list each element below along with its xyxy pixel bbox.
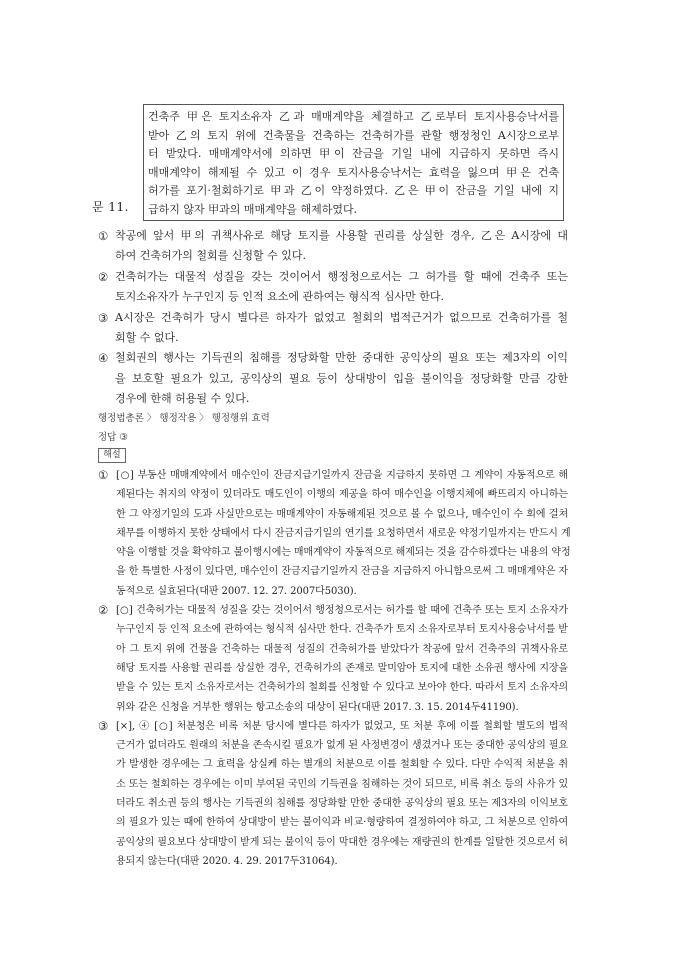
question-line: 터 받았다. 매매계약서에 의하면 甲이 잔금을 기일 내에 지급하지 못하면 즉시 <box>148 147 559 161</box>
explanation-line: 누구인지 등 인적 요소에 관하여는 형식적 심사만 한다. 건축주가 토지 소유자로부터 토지사용승낙서를 받 <box>116 624 568 636</box>
explanation-item-3 <box>98 717 568 871</box>
explanation-number: ② <box>98 603 109 618</box>
correct-answer: 정답 ③ <box>98 432 128 443</box>
option-line: 경우에 한해 허용될 수 있다. <box>115 392 250 406</box>
option-line: 착공에 앞서 甲의 귀책사유로 해당 토지를 사용할 권리를 상실한 경우, 乙은 A시장에 대 <box>115 229 568 242</box>
option-1[interactable] <box>98 226 568 267</box>
option-line: 을 보호할 필요가 있고, 공익상의 필요 등이 상대방이 입을 불이익을 정당화할 만큼 강한 <box>115 371 568 385</box>
option-line: A시장은 건축허가 당시 별다른 하자가 없었고 철회의 법적근거가 없으므로 건축허가를 철 <box>115 310 568 324</box>
explanation-line: 채무를 이행하지 못한 상태에서 다시 잔금지급기일의 연기를 요청하면서 새로운 약정기일까지는 반드시 계 <box>116 527 571 539</box>
option-number: ① <box>98 229 109 243</box>
option-number: ④ <box>98 351 109 366</box>
question-box <box>143 104 564 221</box>
question-line: 건축주 甲은 토지소유자 乙과 매매계약을 체결하고 乙로부터 토지사용승낙서를 <box>148 110 559 123</box>
explanation-line: 근거가 없더라도 원래의 처분을 존속시킬 필요가 없게 된 사정변경이 생겼거나 또는 중대한 공익상의 필요 <box>116 740 568 752</box>
option-2[interactable] <box>98 267 568 308</box>
option-number: ③ <box>98 310 109 325</box>
option-4[interactable] <box>98 348 568 409</box>
explanation-number: ③ <box>98 718 109 733</box>
explanation-line: 더라도 취소권 등의 행사는 기득권의 침해를 정당화할 만한 중대한 공익상의 필요 또는 제3자의 이익보호 <box>116 798 568 810</box>
option-line: 철회권의 행사는 기득권의 침해를 정당화할 만한 중대한 공익상의 필요 또는 제3자의 이익 <box>115 351 568 365</box>
explanation-number: ① <box>98 468 109 482</box>
explanation-line: [○] 부동산 매매계약에서 매수인이 잔금지급기일까지 잔금을 지급하지 못하면 그 계약이 자동적으로 해 <box>116 470 568 481</box>
explanation-line: 약을 이행할 것을 확약하고 불이행시에는 매매계약이 자동적으로 해제되는 것을 감수하겠다는 내용의 약정 <box>116 547 571 559</box>
question-line: 급하지 않자 甲과의 매매계약을 해제하였다. <box>148 202 358 216</box>
question-number: 문 11. <box>92 200 129 214</box>
explanation-line: 용되지 않는다(대판 2020. 4. 29. 2017두31064). <box>116 855 338 867</box>
explanation-line: 을 한 특별한 사정이 있다면, 매수인이 잔금지급기일까지 잔금을 지급하지 아니함으로써 그 매매계약은 자 <box>116 566 568 578</box>
breadcrumb: 행정법총론 〉 행정작용 〉 행정행위 효력 <box>98 413 270 424</box>
explanation-badge: 해설 <box>98 448 126 463</box>
explanation-line: [○] 건축허가는 대물적 성질을 갖는 것이어서 행정청으로서는 허가를 할 때에 건축주 또는 토지 소유자가 <box>116 605 568 617</box>
explanation-line: [×], ④ [○] 처분청은 비록 처분 당시에 별다른 하자가 없었고, 또 처분 후에 이를 철회할 별도의 법적 <box>116 720 568 732</box>
explanation-line: 위와 같은 신청을 거부한 행위는 항고소송의 대상이 된다(대판 2017. 3. 15. 2014두41190). <box>116 701 519 713</box>
option-line: 건축허가는 대물적 성질을 갖는 것이어서 행정청으로서는 그 허가를 할 때에 건축주 또는 <box>115 269 568 283</box>
explanation-line: 소 또는 철회하는 경우에는 이미 부여된 국민의 기득권을 침해하는 것이 되므로, 비록 취소 등의 사유가 있 <box>116 778 568 790</box>
explanation-line: 한 그 약정기일의 도과 사실만으로는 매매계약이 자동해제된 것으로 볼 수 없으나, 매수인이 수 회에 걸쳐 <box>116 508 568 520</box>
answer-options <box>98 226 568 410</box>
explanation-line: 의 필요가 있는 때에 한하여 상대방이 받는 불이익과 비교·형량하여 결정하여야 하고, 그 처분으로 인하여 <box>116 817 568 829</box>
option-3[interactable] <box>98 308 568 349</box>
explanation-item-1 <box>98 466 571 601</box>
explanation-line: 받을 수 있는 토지 소유자로서는 건축허가의 철회를 신청할 수 있다고 보아야 한다. 따라서 토지 소유자의 <box>116 682 568 694</box>
explanation <box>98 466 571 871</box>
question-line: 받아 乙의 토지 위에 건축물을 건축하는 건축허가를 관할 행정청인 A시장으로부 <box>148 128 559 142</box>
question-line: 매매계약이 해제될 수 있고 이 경우 토지사용승낙서는 효력을 잃으며 甲은 건축 <box>148 165 559 179</box>
explanation-line: 제된다는 취지의 약정이 있더라도 매도인이 이행의 제공을 하여 매수인을 이행지체에 빠뜨리지 아니하는 <box>116 489 568 501</box>
explanation-item-2 <box>98 601 568 717</box>
explanation-line: 아 그 토지 위에 건물을 건축하는 대물적 성질의 건축허가를 받았다가 착공에 앞서 건축주의 귀책사유로 <box>116 643 568 655</box>
explanation-line: 가 발생한 경우에는 그 효력을 상실케 하는 별개의 처분으로 이를 철회할 수 있다. 다만 수익적 처분을 취 <box>116 759 568 771</box>
option-number: ② <box>98 269 109 284</box>
explanation-line: 동적으로 실효된다(대판 2007. 12. 27. 2007다5030). <box>116 585 357 597</box>
question-line: 허가를 포기·철회하기로 甲과 乙이 약정하였다. 乙은 甲이 잔금을 기일 내에 지 <box>148 184 559 198</box>
explanation-line: 해당 토지를 사용할 권리를 상실한 경우, 건축허가의 존재로 말미암아 토지에 대한 소유권 행사에 지장을 <box>116 662 568 674</box>
option-line: 하여 건축허가의 철회를 신청할 수 있다. <box>115 249 306 263</box>
option-line: 토지소유자가 누구인지 등 인적 요소에 관하여는 형식적 심사만 한다. <box>115 290 444 304</box>
explanation-line: 공익상의 필요보다 상대방이 받게 되는 불이익 등이 막대한 경우에는 재량권의 한계를 일탈한 것으로서 허 <box>116 836 568 848</box>
option-line: 회할 수 없다. <box>115 330 179 344</box>
